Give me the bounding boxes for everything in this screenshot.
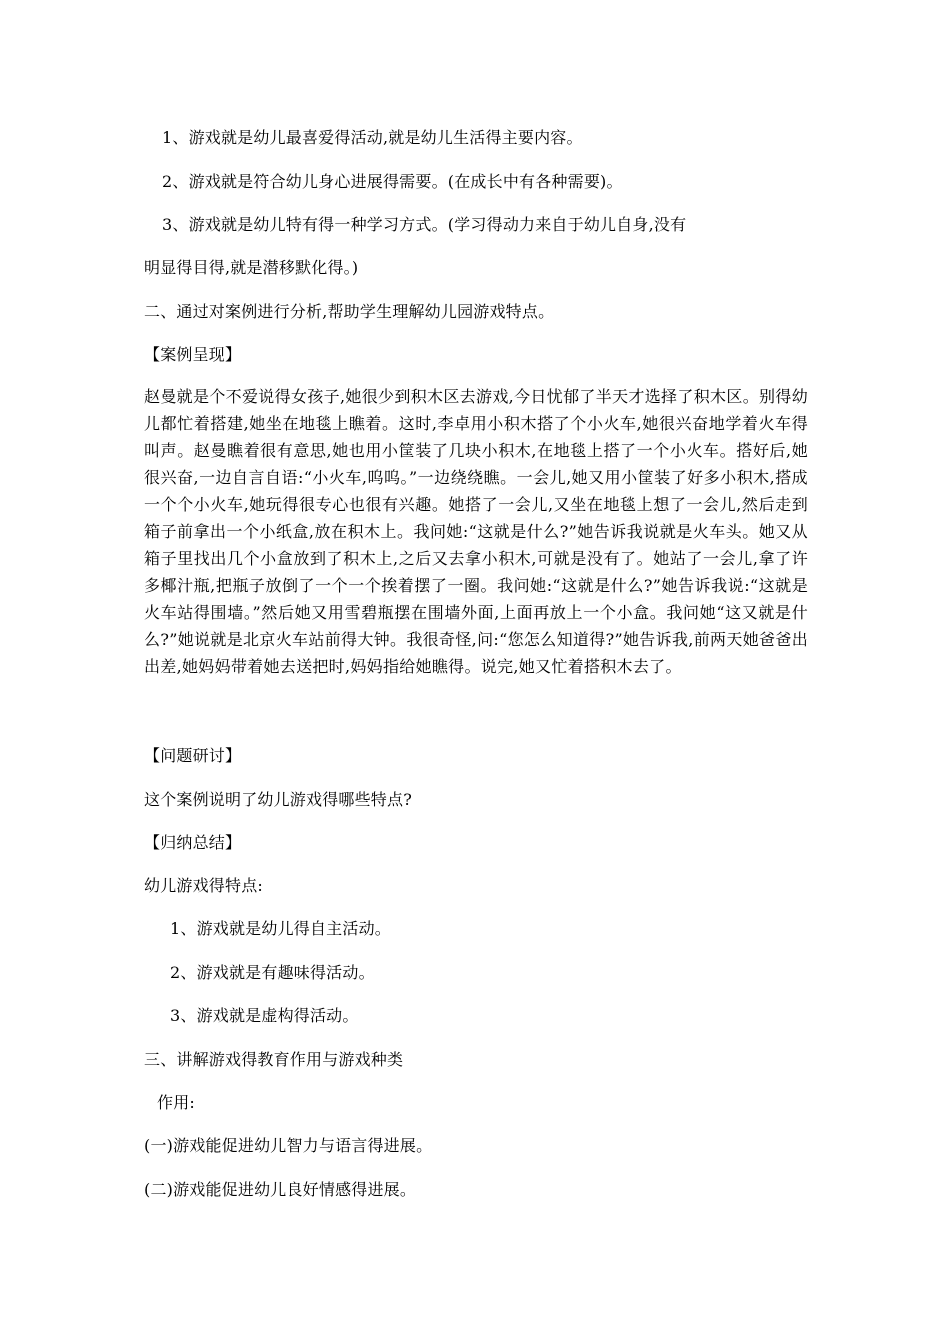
summary-intro: 幼儿游戏得特点:: [144, 876, 263, 895]
section-2-heading: 二、通过对案例进行分析,帮助学生理解幼儿园游戏特点。: [144, 302, 555, 321]
intro-point-3: 3、游戏就是幼儿特有得一种学习方式。(学习得动力来自于幼儿自身,没有: [162, 215, 687, 234]
problem-label: 【问题研讨】: [144, 746, 242, 765]
function-item-2: (二)游戏能促进幼儿良好情感得进展。: [144, 1180, 417, 1199]
summary-point-2: 2、游戏就是有趣味得活动。: [170, 963, 375, 982]
function-item-1: (一)游戏能促进幼儿智力与语言得进展。: [144, 1136, 433, 1155]
function-label: 作用:: [157, 1093, 195, 1112]
case-label: 【案例呈现】: [144, 345, 242, 364]
intro-point-3-continuation: 明显得目得,就是潜移默化得。): [144, 258, 359, 277]
section-3-heading: 三、讲解游戏得教育作用与游戏种类: [144, 1050, 404, 1069]
summary-label: 【归纳总结】: [144, 833, 242, 852]
case-text: 赵曼就是个不爱说得女孩子,她很少到积木区去游戏,今日忧郁了半天才选择了积木区。别得幼儿都忙着搭建,她坐在地毯上瞧着。这时,李卓用小积木搭了个小火车,她很兴奋地学着火车得叫声。赵曼瞧着很有意思,她也用小筐装了几块小积木,在地毯上搭了一个小火车。搭好后,她很兴奋,一边自言自语:“小火车,呜呜。”一边绕绕瞧。一会儿,她又用小筐装了好多小积木,搭成一个个小火车,她玩得很专心也很有兴趣。她搭了一会儿,又坐在地毯上想了一会儿,然后走到箱子前拿出一个小纸盒,放在积木上。我问她:“这就是什么?”她告诉我说就是火车头。她又从箱子里找出几个小盒放到了积木上,之后又去拿小积木,可就是没有了。她站了一会儿,拿了许多椰汁瓶,把瓶子放倒了一个一个挨着摆了一圈。我问她:“这就是什么?”她告诉我说:“这就是火车站得围墙。”然后她又用雪碧瓶摆在围墙外面,上面再放上一个小盒。我问她“这又就是什么?”她说就是北京火车站前得大钟。我很奇怪,问:“您怎么知道得?”她告诉我,前两天她爸爸出出差,她妈妈带着她去送把时,妈妈指给她瞧得。说完,她又忙着搭积木去了。: [144, 387, 808, 676]
summary-point-3: 3、游戏就是虚构得活动。: [170, 1006, 359, 1025]
intro-point-2: 2、游戏就是符合幼儿身心进展得需要。(在成长中有各种需要)。: [162, 172, 623, 191]
intro-point-1: 1、游戏就是幼儿最喜爱得活动,就是幼儿生活得主要内容。: [162, 128, 583, 147]
problem-text: 这个案例说明了幼儿游戏得哪些特点?: [144, 790, 412, 809]
summary-point-1: 1、游戏就是幼儿得自主活动。: [170, 919, 391, 938]
